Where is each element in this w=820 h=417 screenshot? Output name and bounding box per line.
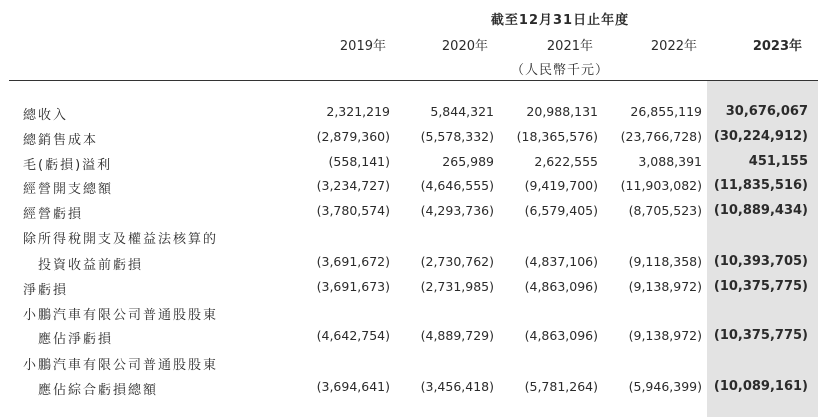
table-row: [0, 279, 820, 303]
cell-2019: (3,694,641): [316, 379, 390, 394]
cell-2022: 3,088,391: [638, 154, 702, 169]
table-row: [0, 254, 820, 278]
cell-2021: (6,579,405): [524, 203, 598, 218]
period-heading: 截至12月31日止年度: [490, 13, 630, 28]
cell-2023: (30,224,912): [713, 129, 808, 144]
table-row: [0, 379, 820, 403]
cell-2022: (9,118,358): [628, 254, 702, 269]
cell-2020: 265,989: [442, 154, 494, 169]
cell-2020: (5,578,332): [420, 129, 494, 144]
year-2023-header: 2023年: [752, 39, 802, 54]
year-2021-header: 2021年: [546, 39, 593, 54]
row-label: 總銷售成本: [23, 133, 99, 148]
year-2020-header: 2020年: [441, 39, 488, 54]
cell-2022: 26,855,119: [630, 104, 702, 119]
row-label: 投資收益前虧損: [38, 258, 144, 273]
cell-2022: (9,138,972): [628, 328, 702, 343]
cell-2020: (3,456,418): [420, 379, 494, 394]
table-row: [0, 154, 820, 178]
table-row: [0, 328, 820, 352]
row-label: 除所得稅開支及權益法核算的: [23, 232, 219, 247]
cell-2021: (4,863,096): [524, 279, 598, 294]
cell-2023: (10,375,775): [713, 328, 808, 343]
row-label: 淨虧損: [23, 283, 69, 298]
cell-2023: (10,089,161): [713, 379, 808, 394]
cell-2021: (5,781,264): [524, 379, 598, 394]
cell-2020: (4,646,555): [420, 178, 494, 193]
cell-2021: 20,988,131: [526, 104, 598, 119]
table-row: [0, 304, 820, 328]
unit-label: （人民幣千元）: [510, 63, 609, 78]
cell-2021: 2,622,555: [534, 154, 598, 169]
row-label: 小鵬汽車有限公司普通股股東: [23, 358, 219, 373]
cell-2022: (9,138,972): [628, 279, 702, 294]
cell-2023: (10,393,705): [713, 254, 808, 269]
row-label: 經營開支總額: [23, 182, 114, 197]
row-label: 總收入: [23, 108, 69, 123]
cell-2019: (3,234,727): [316, 178, 390, 193]
cell-2021: (9,419,700): [524, 178, 598, 193]
cell-2019: (4,642,754): [316, 328, 390, 343]
cell-2020: (2,731,985): [420, 279, 494, 294]
year-2019-header: 2019年: [339, 39, 386, 54]
cell-2019: (3,691,673): [316, 279, 390, 294]
row-label: 經營虧損: [23, 207, 84, 222]
cell-2023: (10,375,775): [713, 279, 808, 294]
cell-2023: (10,889,434): [713, 203, 808, 218]
table-row: [0, 354, 820, 378]
row-label: 小鵬汽車有限公司普通股股東: [23, 308, 219, 323]
year-2022-header: 2022年: [650, 39, 697, 54]
cell-2023: (11,835,516): [713, 178, 808, 193]
cell-2022: (8,705,523): [628, 203, 702, 218]
cell-2022: (5,946,399): [628, 379, 702, 394]
cell-2019: (558,141): [328, 154, 390, 169]
row-label: 應佔淨虧損: [38, 332, 114, 347]
cell-2019: (2,879,360): [316, 129, 390, 144]
table-row: [0, 178, 820, 202]
cell-2020: (4,293,736): [420, 203, 494, 218]
cell-2019: (3,780,574): [316, 203, 390, 218]
table-row: [0, 129, 820, 153]
cell-2023: 451,155: [748, 154, 808, 169]
cell-2021: (18,365,576): [516, 129, 598, 144]
header-divider: [9, 80, 818, 81]
table-row: [0, 203, 820, 227]
cell-2021: (4,863,096): [524, 328, 598, 343]
table-row: [0, 104, 820, 128]
cell-2022: (11,903,082): [620, 178, 702, 193]
cell-2019: (3,691,672): [316, 254, 390, 269]
cell-2019: 2,321,219: [326, 104, 390, 119]
row-label: 毛(虧損)溢利: [23, 158, 113, 173]
cell-2022: (23,766,728): [620, 129, 702, 144]
cell-2020: 5,844,321: [430, 104, 494, 119]
cell-2020: (4,889,729): [420, 328, 494, 343]
row-label: 應佔綜合虧損總額: [38, 383, 159, 398]
cell-2023: 30,676,067: [725, 104, 808, 119]
table-row: [0, 228, 820, 252]
cell-2021: (4,837,106): [524, 254, 598, 269]
cell-2020: (2,730,762): [420, 254, 494, 269]
